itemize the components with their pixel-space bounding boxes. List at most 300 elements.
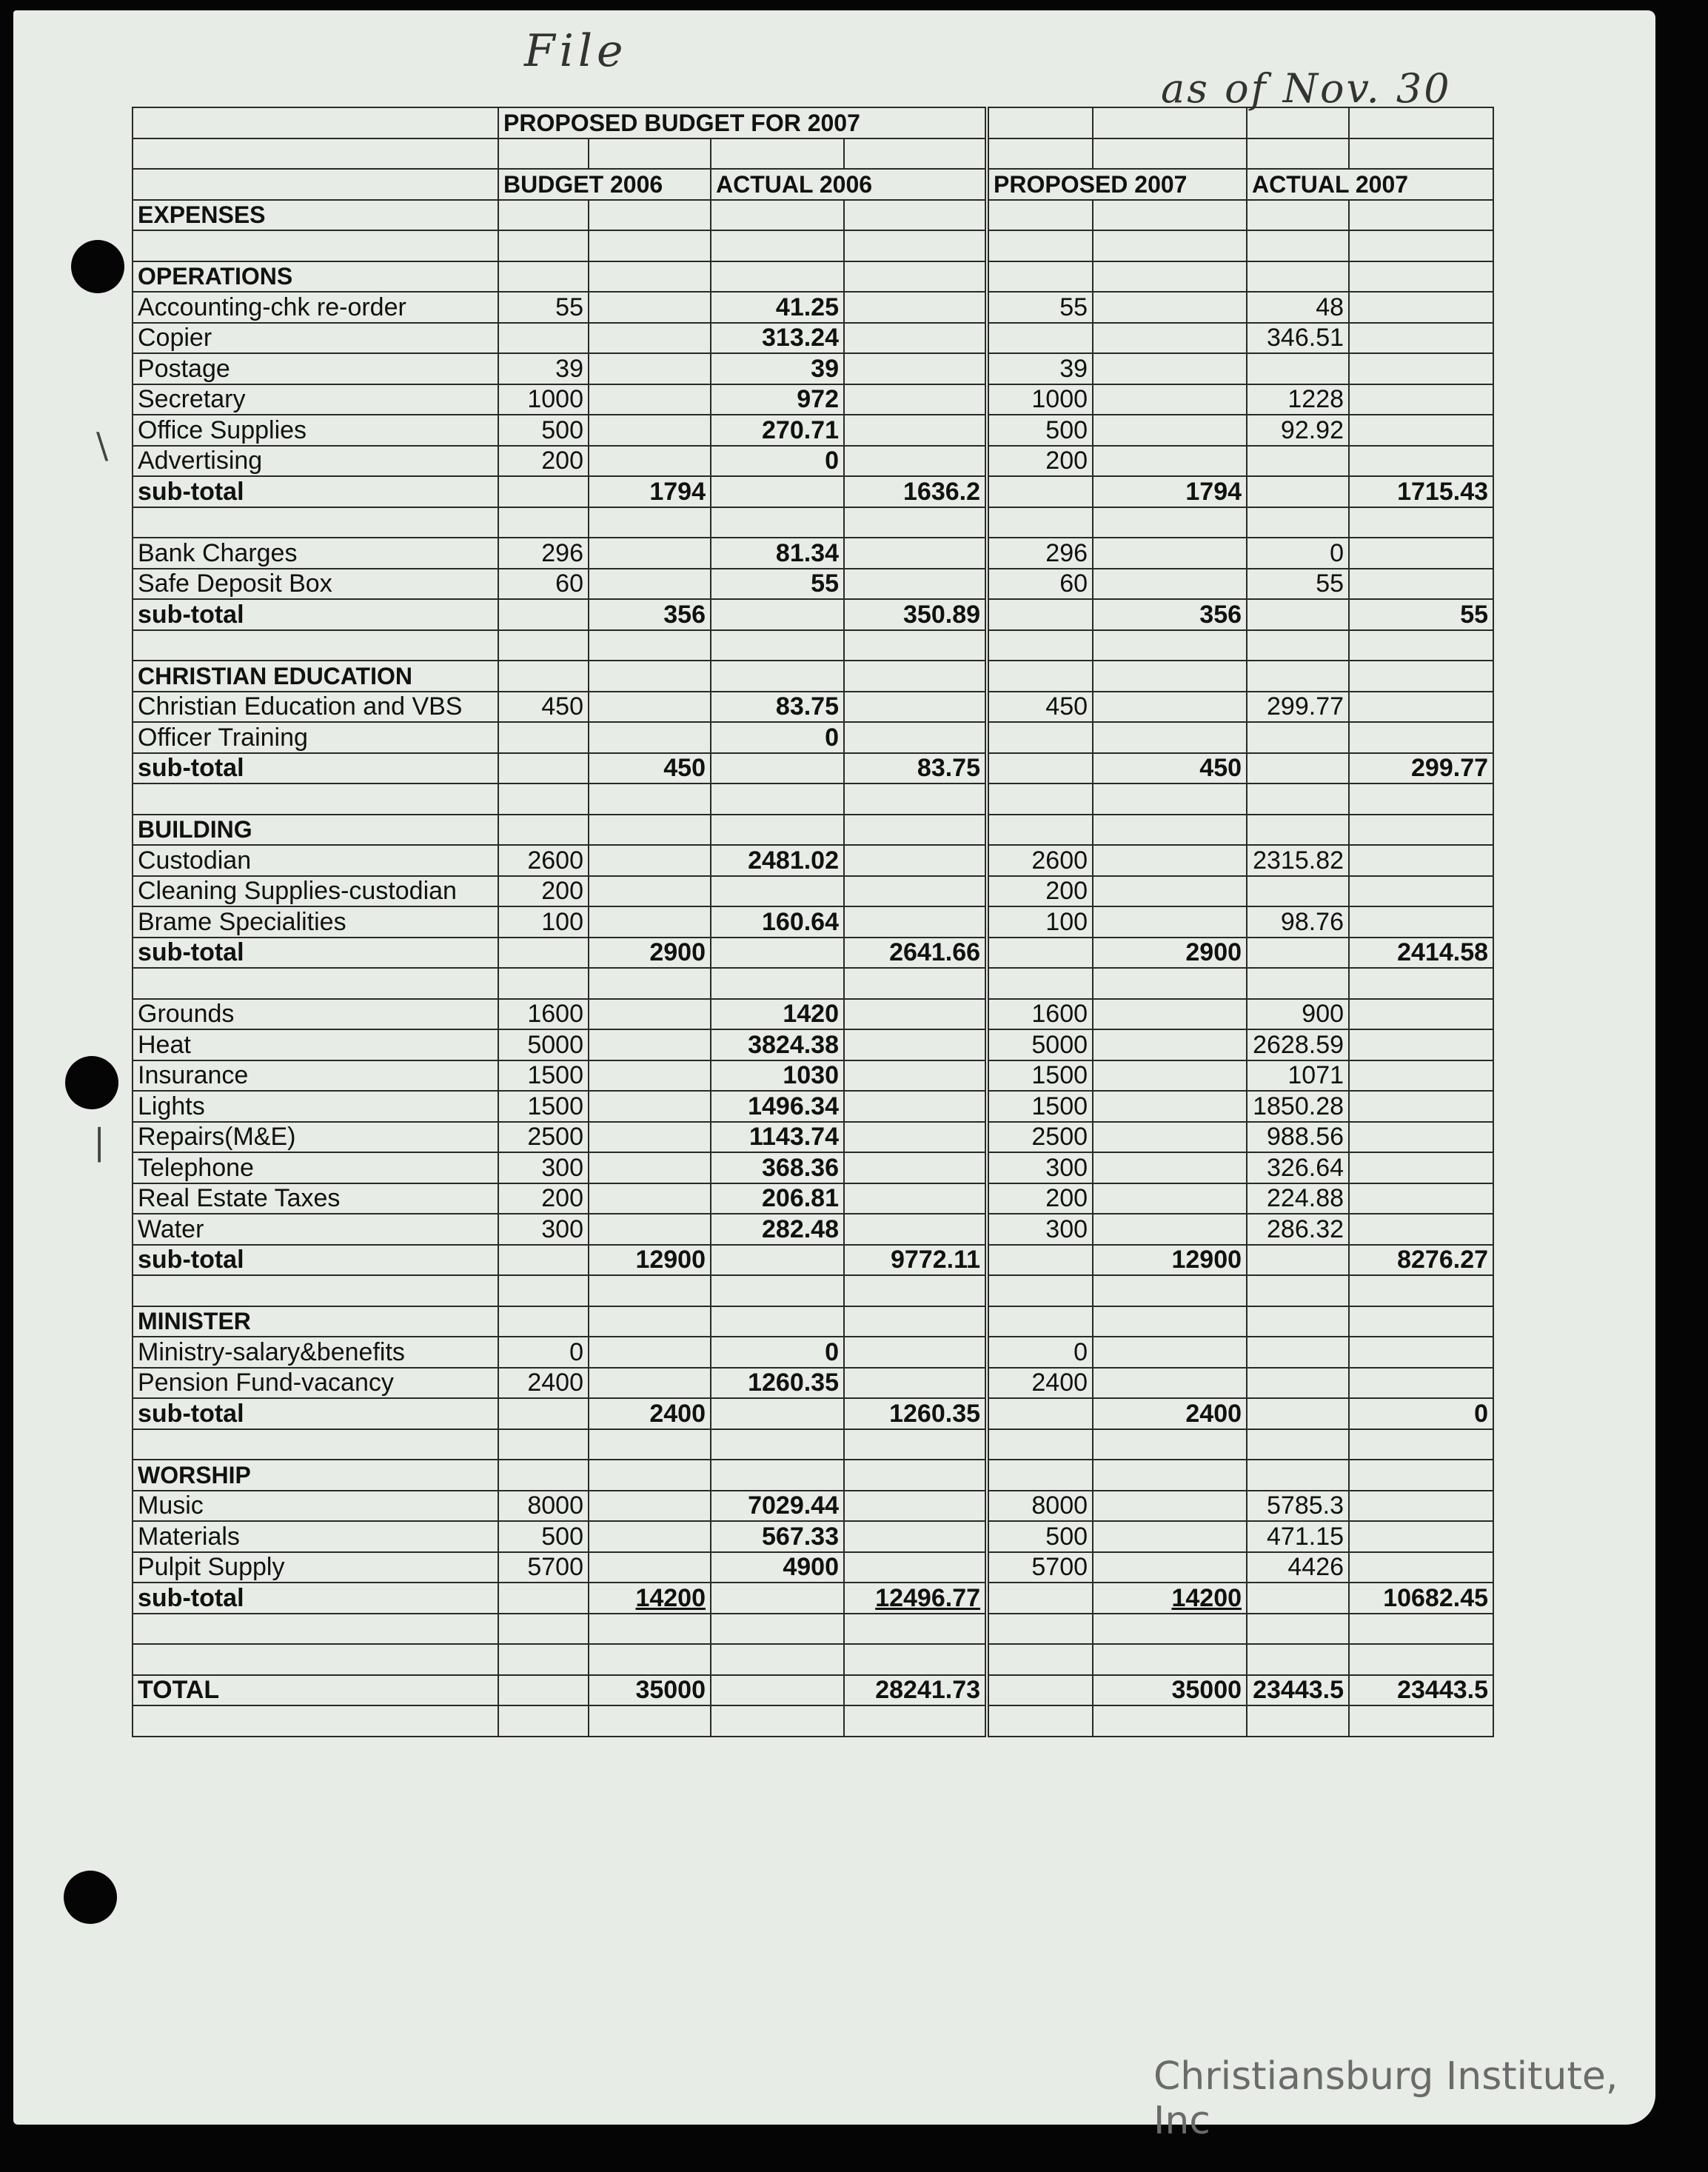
blank-row <box>133 230 1493 261</box>
actual-2007-value <box>1247 1337 1349 1368</box>
proposed-2007-value: 200 <box>987 1183 1093 1214</box>
proposed-2007-value: 2600 <box>987 845 1093 876</box>
subtotal-budget-2006 <box>589 753 711 784</box>
empty-cell <box>1093 1214 1247 1245</box>
empty-cell <box>1093 999 1247 1030</box>
watermark: Christiansburg Institute, Inc <box>1153 2054 1618 2143</box>
empty-cell <box>1093 230 1247 261</box>
budget-2006-value: 39 <box>498 353 589 384</box>
budget-2006-value: 500 <box>498 1521 589 1552</box>
empty-cell <box>1247 1306 1349 1337</box>
empty-cell <box>711 1245 844 1276</box>
empty-cell <box>589 1060 711 1092</box>
actual-2006-value: 313.24 <box>711 323 844 354</box>
line-item-label: Heat <box>133 1029 498 1060</box>
empty-cell <box>589 538 711 569</box>
empty-cell <box>1247 1705 1349 1737</box>
empty-cell <box>844 722 987 753</box>
empty-cell <box>1093 323 1247 354</box>
empty-cell <box>1349 1214 1493 1245</box>
actual-2007-value <box>1247 1368 1349 1399</box>
empty-cell <box>1093 1029 1247 1060</box>
actual-2007-value: 1228 <box>1247 384 1349 415</box>
budget-table-body <box>133 107 1493 1737</box>
empty-cell <box>1093 845 1247 876</box>
header-columns-row <box>133 169 1493 200</box>
empty-cell <box>711 1614 844 1645</box>
subtotal-row <box>133 938 1493 969</box>
empty-cell <box>1349 968 1493 999</box>
empty-cell <box>711 230 844 261</box>
line-item-label: Materials <box>133 1521 498 1552</box>
empty-cell <box>498 507 589 538</box>
empty-cell <box>133 1614 498 1645</box>
empty-cell <box>1349 876 1493 907</box>
empty-cell <box>1093 1644 1247 1675</box>
empty-cell <box>1093 538 1247 569</box>
table-row <box>133 845 1493 876</box>
empty-cell <box>1093 446 1247 477</box>
empty-cell <box>498 938 589 969</box>
subtotal-budget-2006 <box>589 476 711 507</box>
empty-cell <box>844 1275 987 1306</box>
empty-cell <box>1247 630 1349 661</box>
table-row <box>133 292 1493 323</box>
actual-2006-value: 282.48 <box>711 1214 844 1245</box>
empty-cell <box>1349 353 1493 384</box>
blank-row <box>133 968 1493 999</box>
subtotal-actual-2007: 8276.27 <box>1349 1245 1493 1276</box>
table-row <box>133 1337 1493 1368</box>
empty-cell <box>498 753 589 784</box>
actual-2007-value <box>1247 446 1349 477</box>
empty-cell <box>133 968 498 999</box>
subtotal-actual-2006 <box>844 1398 987 1429</box>
proposed-2007-value: 8000 <box>987 1491 1093 1522</box>
actual-2006-value: 270.71 <box>711 415 844 446</box>
actual-2007-value: 286.32 <box>1247 1214 1349 1245</box>
subtotal-value: 9772.11 <box>890 1246 981 1274</box>
empty-cell <box>1093 353 1247 384</box>
budget-2006-value <box>498 722 589 753</box>
table-row <box>133 1491 1493 1522</box>
total-actual-2007: 23443.5 <box>1349 1675 1493 1706</box>
table-row <box>133 1152 1493 1183</box>
blank-row <box>133 630 1493 661</box>
actual-2007-value: 299.77 <box>1247 692 1349 723</box>
empty-cell <box>589 630 711 661</box>
empty-cell <box>844 538 987 569</box>
handwritten-tick-mark: | <box>93 1121 106 1163</box>
empty-cell <box>844 1429 987 1460</box>
empty-cell <box>1247 261 1349 293</box>
empty-cell <box>589 845 711 876</box>
section-title: OPERATIONS <box>133 261 498 293</box>
total-actual-2007-left: 23443.5 <box>1247 1675 1349 1706</box>
column-header-proposed-2007: PROPOSED 2007 <box>987 169 1247 200</box>
empty-cell <box>589 1491 711 1522</box>
table-row <box>133 538 1493 569</box>
line-item-label: Custodian <box>133 845 498 876</box>
empty-cell <box>1349 630 1493 661</box>
empty-cell <box>498 783 589 815</box>
subtotal-actual-2006 <box>844 938 987 969</box>
empty-cell <box>844 1644 987 1675</box>
subtotal-value: 12900 <box>635 1246 706 1274</box>
empty-cell <box>987 1644 1093 1675</box>
line-item-label: Christian Education and VBS <box>133 692 498 723</box>
punch-hole <box>65 1056 118 1109</box>
table-row <box>133 1091 1493 1122</box>
empty-cell <box>1349 1552 1493 1583</box>
empty-cell <box>844 1029 987 1060</box>
empty-cell <box>133 1275 498 1306</box>
table-row <box>133 1029 1493 1060</box>
actual-2006-value: 0 <box>711 722 844 753</box>
actual-2006-value: 1420 <box>711 999 844 1030</box>
proposed-2007-value: 39 <box>987 353 1093 384</box>
empty-cell <box>1093 1152 1247 1183</box>
empty-cell <box>1349 1460 1493 1491</box>
table-row <box>133 1183 1493 1214</box>
empty-cell <box>987 1614 1093 1645</box>
empty-cell <box>589 661 711 692</box>
budget-2006-value: 5700 <box>498 1552 589 1583</box>
empty-cell <box>498 1614 589 1645</box>
empty-cell <box>1349 999 1493 1030</box>
empty-cell <box>498 476 589 507</box>
empty-cell <box>1349 538 1493 569</box>
empty-cell <box>1349 1614 1493 1645</box>
proposed-2007-value: 2500 <box>987 1122 1093 1153</box>
empty-cell <box>589 906 711 938</box>
table-row <box>133 415 1493 446</box>
empty-cell <box>1247 1460 1349 1491</box>
section-title-row <box>133 815 1493 846</box>
section-title-row <box>133 661 1493 692</box>
handwritten-tick-mark: \ <box>96 425 109 467</box>
empty-cell <box>1349 783 1493 815</box>
empty-cell <box>844 661 987 692</box>
column-header-budget-2006: BUDGET 2006 <box>498 169 711 200</box>
empty-cell <box>987 261 1093 293</box>
empty-cell <box>1349 1091 1493 1122</box>
empty-cell <box>1093 1306 1247 1337</box>
section-title: WORSHIP <box>133 1460 498 1491</box>
table-row <box>133 999 1493 1030</box>
header-spacer-row <box>133 138 1493 170</box>
subtotal-row <box>133 1245 1493 1276</box>
line-item-label: Postage <box>133 353 498 384</box>
empty-cell <box>711 1644 844 1675</box>
line-item-label: Secretary <box>133 384 498 415</box>
line-item-label: Advertising <box>133 446 498 477</box>
subtotal-actual-2007: 55 <box>1349 599 1493 630</box>
empty-cell <box>1093 1275 1247 1306</box>
empty-cell <box>1349 815 1493 846</box>
subtotal-value: 12900 <box>1171 1246 1242 1274</box>
actual-2007-value <box>1247 722 1349 753</box>
proposed-2007-value: 55 <box>987 292 1093 323</box>
actual-2007-value: 55 <box>1247 569 1349 600</box>
budget-2006-value: 500 <box>498 415 589 446</box>
empty-cell <box>844 999 987 1030</box>
empty-cell <box>711 476 844 507</box>
line-item-label: Water <box>133 1214 498 1245</box>
empty-cell <box>1349 1491 1493 1522</box>
subtotal-value: 2641.66 <box>889 938 981 967</box>
budget-2006-value: 2400 <box>498 1368 589 1399</box>
budget-2006-value: 1500 <box>498 1060 589 1092</box>
empty-cell <box>711 1429 844 1460</box>
actual-2006-value: 0 <box>711 446 844 477</box>
line-item-label: Music <box>133 1491 498 1522</box>
empty-cell <box>844 1491 987 1522</box>
empty-cell <box>844 292 987 323</box>
line-item-label: Office Supplies <box>133 415 498 446</box>
empty-cell <box>589 353 711 384</box>
subtotal-budget-2006 <box>589 1245 711 1276</box>
blank-row <box>133 507 1493 538</box>
budget-2006-value: 2600 <box>498 845 589 876</box>
line-item-label: Ministry-salary&benefits <box>133 1337 498 1368</box>
subtotal-value: 2900 <box>1185 938 1242 967</box>
proposed-2007-value <box>987 323 1093 354</box>
empty-cell <box>1349 1521 1493 1552</box>
table-row <box>133 569 1493 600</box>
subtotal-actual-2007: 1715.43 <box>1349 476 1493 507</box>
budget-2006-value: 55 <box>498 292 589 323</box>
empty-cell <box>589 1337 711 1368</box>
empty-cell <box>1349 323 1493 354</box>
subtotal-actual-2007: 0 <box>1349 1398 1493 1429</box>
empty-cell <box>1093 815 1247 846</box>
empty-cell <box>844 353 987 384</box>
empty-cell <box>1247 1429 1349 1460</box>
empty-cell <box>1349 507 1493 538</box>
empty-cell <box>589 876 711 907</box>
empty-cell <box>1247 230 1349 261</box>
subtotal-proposed-2007 <box>1093 599 1247 630</box>
line-item-label: Officer Training <box>133 722 498 753</box>
total-label: TOTAL <box>133 1675 498 1706</box>
line-item-label: Pulpit Supply <box>133 1552 498 1583</box>
subtotal-value: 14200 <box>1171 1583 1242 1612</box>
actual-2007-value: 1850.28 <box>1247 1091 1349 1122</box>
empty-cell <box>589 783 711 815</box>
blank-row <box>133 1614 1493 1645</box>
empty-cell <box>844 1705 987 1737</box>
empty-cell <box>1093 1614 1247 1645</box>
actual-2007-value: 92.92 <box>1247 415 1349 446</box>
empty-cell <box>844 783 987 815</box>
proposed-2007-value: 500 <box>987 415 1093 446</box>
actual-2006-value: 160.64 <box>711 906 844 938</box>
empty-cell <box>711 261 844 293</box>
empty-cell <box>711 753 844 784</box>
budget-2006-value: 8000 <box>498 1491 589 1522</box>
empty-cell <box>987 1583 1093 1614</box>
subtotal-label: sub-total <box>133 938 498 969</box>
empty-cell <box>1093 1705 1247 1737</box>
actual-2007-value: 900 <box>1247 999 1349 1030</box>
empty-cell <box>589 1705 711 1737</box>
actual-2007-value: 98.76 <box>1247 906 1349 938</box>
empty-cell <box>589 1214 711 1245</box>
empty-cell <box>844 384 987 415</box>
subtotal-value: 1794 <box>649 477 706 506</box>
table-row <box>133 1214 1493 1245</box>
subtotal-proposed-2007 <box>1093 476 1247 507</box>
empty-cell <box>844 507 987 538</box>
empty-cell <box>1093 415 1247 446</box>
subtotal-value: 2400 <box>1185 1399 1242 1428</box>
table-row <box>133 906 1493 938</box>
empty-cell <box>1247 938 1349 969</box>
empty-cell <box>1093 1368 1247 1399</box>
empty-cell <box>589 384 711 415</box>
actual-2007-value <box>1247 353 1349 384</box>
empty-cell <box>1093 630 1247 661</box>
subtotal-value: 2400 <box>649 1399 706 1428</box>
actual-2006-value <box>711 876 844 907</box>
actual-2007-value: 48 <box>1247 292 1349 323</box>
empty-cell <box>1349 1306 1493 1337</box>
empty-cell <box>711 630 844 661</box>
proposed-2007-value: 100 <box>987 906 1093 938</box>
empty-cell <box>1247 507 1349 538</box>
subtotal-row <box>133 476 1493 507</box>
empty-cell <box>498 1644 589 1675</box>
empty-cell <box>498 230 589 261</box>
proposed-2007-value: 296 <box>987 538 1093 569</box>
empty-cell <box>1247 968 1349 999</box>
actual-2006-value: 1030 <box>711 1060 844 1092</box>
line-item-label: Insurance <box>133 1060 498 1092</box>
empty-cell <box>987 661 1093 692</box>
empty-cell <box>844 1552 987 1583</box>
empty-cell <box>1093 1091 1247 1122</box>
empty-cell <box>1247 1583 1349 1614</box>
line-item-label: Brame Specialities <box>133 906 498 938</box>
empty-cell <box>987 783 1093 815</box>
table-row <box>133 1060 1493 1092</box>
empty-cell <box>1349 722 1493 753</box>
subtotal-row <box>133 753 1493 784</box>
actual-2006-value: 972 <box>711 384 844 415</box>
empty-cell <box>711 1675 844 1706</box>
subtotal-label: sub-total <box>133 1245 498 1276</box>
empty-cell <box>589 968 711 999</box>
table-row <box>133 876 1493 907</box>
empty-cell <box>1349 661 1493 692</box>
empty-cell <box>1349 1429 1493 1460</box>
subtotal-budget-2006 <box>589 1398 711 1429</box>
budget-2006-value: 300 <box>498 1152 589 1183</box>
empty-cell <box>133 507 498 538</box>
actual-2006-value: 41.25 <box>711 292 844 323</box>
empty-cell <box>589 1521 711 1552</box>
empty-cell <box>498 1460 589 1491</box>
subtotal-value: 450 <box>1199 754 1242 783</box>
empty-cell <box>589 1122 711 1153</box>
empty-cell <box>498 630 589 661</box>
line-item-label: Real Estate Taxes <box>133 1183 498 1214</box>
line-item-label: Telephone <box>133 1152 498 1183</box>
subtotal-actual-2006 <box>844 753 987 784</box>
empty-cell <box>1349 446 1493 477</box>
empty-cell <box>1247 753 1349 784</box>
empty-cell <box>844 1060 987 1092</box>
subtotal-budget-2006 <box>589 1583 711 1614</box>
actual-2006-value: 567.33 <box>711 1521 844 1552</box>
empty-cell <box>133 1705 498 1737</box>
empty-cell <box>1093 1460 1247 1491</box>
budget-2006-value: 296 <box>498 538 589 569</box>
empty-cell <box>844 569 987 600</box>
empty-cell <box>1349 1337 1493 1368</box>
empty-cell <box>1093 569 1247 600</box>
empty-cell <box>1093 968 1247 999</box>
empty-cell <box>844 845 987 876</box>
subtotal-proposed-2007 <box>1093 1398 1247 1429</box>
empty-cell <box>133 783 498 815</box>
table-row <box>133 1122 1493 1153</box>
line-item-label: Bank Charges <box>133 538 498 569</box>
actual-2007-value: 326.64 <box>1247 1152 1349 1183</box>
column-header-actual-2006: ACTUAL 2006 <box>711 169 987 200</box>
empty-cell <box>589 569 711 600</box>
table-row <box>133 353 1493 384</box>
empty-cell <box>1247 1614 1349 1645</box>
proposed-2007-value: 1500 <box>987 1091 1093 1122</box>
empty-cell <box>711 1275 844 1306</box>
empty-cell <box>987 815 1093 846</box>
empty-cell <box>1093 1183 1247 1214</box>
empty-cell <box>987 1705 1093 1737</box>
proposed-2007-value: 1000 <box>987 384 1093 415</box>
subtotal-value: 1794 <box>1185 477 1242 506</box>
budget-table <box>132 107 1494 1737</box>
subtotal-proposed-2007 <box>1093 753 1247 784</box>
budget-2006-value: 1500 <box>498 1091 589 1122</box>
empty-cell <box>711 1460 844 1491</box>
empty-cell <box>589 1306 711 1337</box>
subtotal-value: 1636.2 <box>903 477 981 506</box>
empty-cell <box>498 261 589 293</box>
empty-cell <box>589 507 711 538</box>
empty-cell <box>1247 1275 1349 1306</box>
proposed-2007-value: 5000 <box>987 1029 1093 1060</box>
subtotal-value: 1260.35 <box>889 1399 981 1428</box>
empty-cell <box>1093 1337 1247 1368</box>
subtotal-actual-2006 <box>844 1245 987 1276</box>
actual-2007-value: 471.15 <box>1247 1521 1349 1552</box>
subtotal-label: sub-total <box>133 599 498 630</box>
empty-cell <box>987 630 1093 661</box>
empty-cell <box>589 1275 711 1306</box>
line-item-label: Safe Deposit Box <box>133 569 498 600</box>
actual-2007-value: 988.56 <box>1247 1122 1349 1153</box>
empty-cell <box>589 415 711 446</box>
subtotal-label: sub-total <box>133 753 498 784</box>
empty-cell <box>711 938 844 969</box>
empty-cell <box>1093 876 1247 907</box>
empty-cell <box>844 1460 987 1491</box>
empty-cell <box>987 599 1093 630</box>
empty-cell <box>844 1368 987 1399</box>
table-row <box>133 722 1493 753</box>
